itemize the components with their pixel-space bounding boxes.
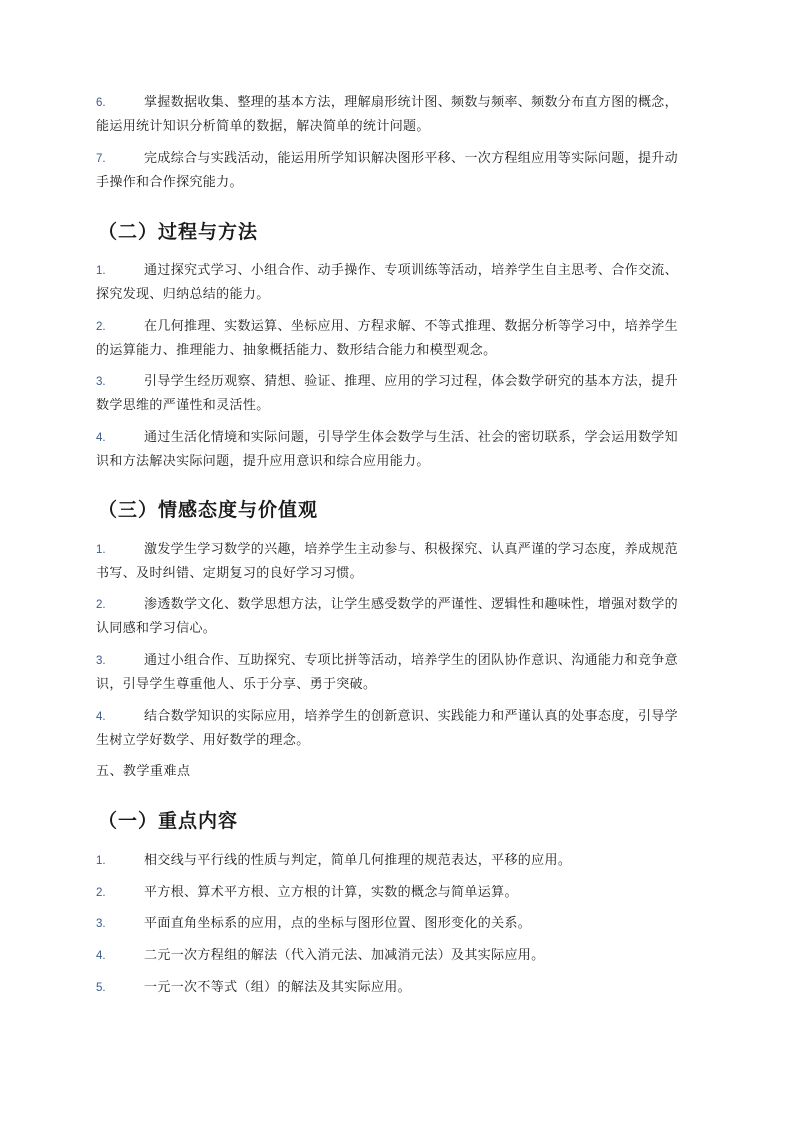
list-number: 3. <box>96 655 106 667</box>
list-number: 4. <box>96 711 106 723</box>
list-item-text: 一元一次不等式（组）的解法及其实际应用。 <box>144 980 412 995</box>
list-number: 2. <box>96 887 106 899</box>
list-item <box>96 881 690 905</box>
list-number: 5. <box>96 982 106 994</box>
list-item <box>96 593 690 640</box>
list-number: 2. <box>96 599 106 611</box>
list-item <box>96 944 690 968</box>
list-item-text: 平面直角坐标系的应用，点的坐标与图形位置、图形变化的关系。 <box>144 916 532 931</box>
list-item <box>96 538 690 585</box>
list-item <box>96 976 690 1000</box>
list-item-text: 引导学生经历观察、猜想、验证、推理、应用的学习过程，体会数学研究的基本方法，提升数学思维的严谨性和灵活性。 <box>96 374 679 413</box>
section-heading: （一）重点内容 <box>98 810 239 832</box>
list-item <box>96 315 690 362</box>
list-number: 1. <box>96 265 106 277</box>
section-heading: （三）情感态度与价值观 <box>98 499 319 521</box>
list-number: 3. <box>96 376 106 388</box>
list-item <box>96 426 690 473</box>
list-item-text: 通过小组合作、互助探究、专项比拼等活动，培养学生的团队协作意识、沟通能力和竞争意识，引导学生尊重他人、乐于分享、勇于突破。 <box>96 653 679 692</box>
list-item-text: 通过探究式学习、小组合作、动手操作、专项训练等活动，培养学生自主思考、合作交流、探究发现、归纳总结的能力。 <box>96 263 679 302</box>
list-item-text: 通过生活化情境和实际问题，引导学生体会数学与生活、社会的密切联系，学会运用数学知识和方法解决实际问题，提升应用意识和综合应用能力。 <box>96 430 679 469</box>
list-item <box>96 259 690 306</box>
list-item <box>96 91 690 138</box>
list-number: 4. <box>96 432 106 444</box>
list-item-text: 在几何推理、实数运算、坐标应用、方程求解、不等式推理、数据分析等学习中，培养学生的运算能力、推理能力、抽象概括能力、数形结合能力和模型观念。 <box>96 319 679 358</box>
list-item-text: 渗透数学文化、数学思想方法，让学生感受数学的严谨性、逻辑性和趣味性，增强对数学的认同感和学习信心。 <box>96 597 679 636</box>
list-number: 1. <box>96 544 106 556</box>
list-item <box>96 370 690 417</box>
list-item-text: 激发学生学习数学的兴趣，培养学生主动参与、积极探究、认真严谨的学习态度，养成规范书写、及时纠错、定期复习的良好学习习惯。 <box>96 542 679 581</box>
list-number: 1. <box>96 855 106 867</box>
list-number: 6. <box>96 97 106 109</box>
list-number: 2. <box>96 321 106 333</box>
list-item-text: 平方根、算术平方根、立方根的计算，实数的概念与简单运算。 <box>144 885 518 900</box>
list-item <box>96 849 690 873</box>
list-item-text: 掌握数据收集、整理的基本方法，理解扇形统计图、频数与频率、频数分布直方图的概念，能运用统计知识分析简单的数据，解决简单的统计问题。 <box>96 95 679 134</box>
chapter-title: 五、教学重难点 <box>96 764 191 779</box>
list-item-text: 相交线与平行线的性质与判定，简单几何推理的规范表达，平移的应用。 <box>144 853 572 868</box>
list-number: 7. <box>96 153 106 165</box>
list-number: 4. <box>96 950 106 962</box>
list-item-text: 结合数学知识的实际应用，培养学生的创新意识、实践能力和严谨认真的处事态度，引导学生树立学好数学、用好数学的理念。 <box>96 709 679 748</box>
section-heading: （二）过程与方法 <box>98 221 259 243</box>
list-item-text: 二元一次方程组的解法（代入消元法、加减消元法）及其实际应用。 <box>144 948 545 963</box>
list-item <box>96 705 690 752</box>
list-item <box>96 912 690 936</box>
list-item-text: 完成综合与实践活动，能运用所学知识解决图形平移、一次方程组应用等实际问题，提升动手操作和合作探究能力。 <box>96 151 679 190</box>
list-number: 3. <box>96 918 106 930</box>
list-item <box>96 649 690 696</box>
list-item <box>96 147 690 194</box>
